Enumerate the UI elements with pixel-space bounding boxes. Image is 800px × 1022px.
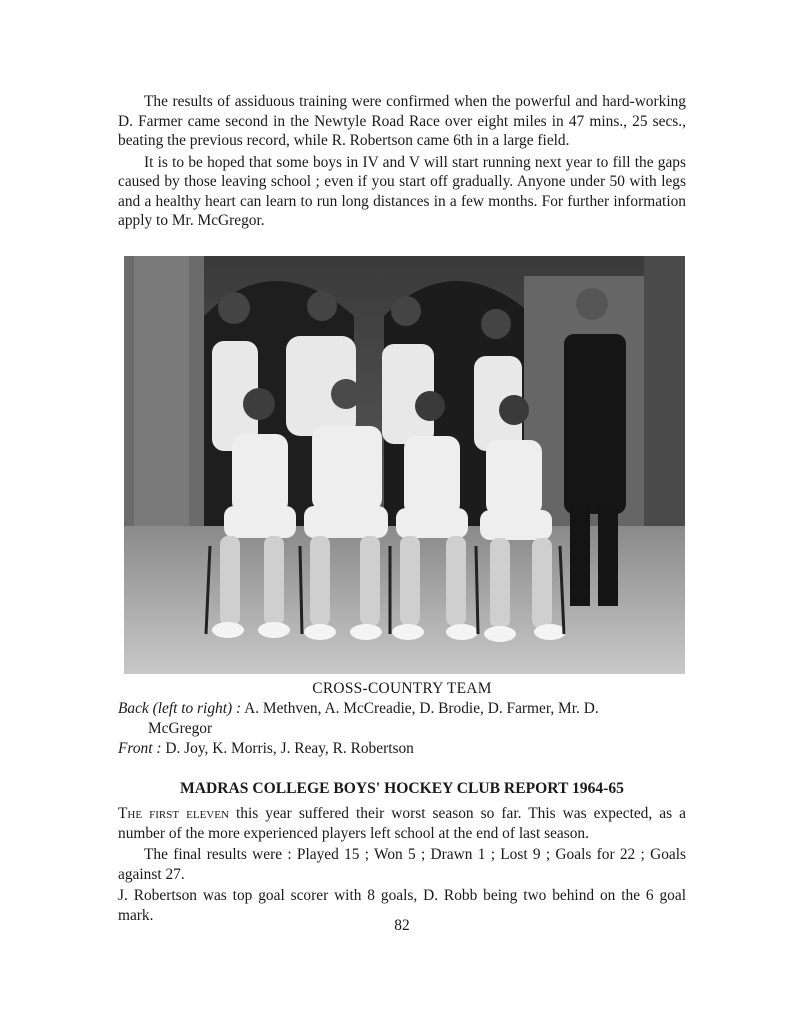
caption-front-names: D. Joy, K. Morris, J. Reay, R. Robertson (165, 740, 414, 757)
hockey-report-body (118, 804, 686, 925)
intro-paragraph-1: The results of assiduous training were confirmed when the powerful and hard-working D. Farmer came second in the Newtyle Road Race over eight miles in 47 mins., 25 secs., beating the previous record, while R. Robertson came 6th in a large field. (118, 93, 686, 149)
intro-paragraph-2: It is to be hoped that some boys in IV and V will start running next year to fill the gaps caused by those leaving school ; even if you start off gradually. Anyone under 50 with legs and a healthy heart can learn to run long distances in a few months. For further information apply to Mr. McGregor. (118, 153, 686, 229)
hockey-paragraph-1-rest: this year suffered their worst season so far. This was expected, as a number of the more experienced players left school at the end of last season. (118, 805, 686, 842)
team-photograph (124, 256, 685, 674)
caption-back-names: A. Methven, A. McCreadie, D. Brodie, D. Farmer, Mr. D. (244, 700, 599, 717)
caption-back-names-continued: McGregor (148, 719, 213, 737)
team-photo-illustration (124, 256, 685, 674)
hockey-report-heading: MADRAS COLLEGE BOYS' HOCKEY CLUB REPORT 1964-65 (180, 780, 624, 797)
hockey-paragraph-2: The final results were : Played 15 ; Won 5 ; Drawn 1 ; Lost 9 ; Goals for 22 ; Goals against 27. (118, 846, 686, 883)
hockey-paragraph-1 (118, 804, 686, 843)
hockey-paragraph-3: J. Robertson was top goal scorer with 8 goals, D. Robb being two behind on the 6 goal mark. (118, 887, 686, 924)
photo-caption-title: CROSS-COUNTRY TEAM (312, 680, 492, 697)
hockey-paragraph-1-lead: The first eleven (118, 805, 229, 822)
caption-back-row (118, 699, 686, 738)
caption-front-label: Front : (118, 740, 162, 757)
page-number: 82 (394, 917, 410, 934)
caption-back-label: Back (left to right) : (118, 700, 242, 717)
intro-text (118, 92, 686, 231)
caption-front-row (118, 739, 686, 759)
